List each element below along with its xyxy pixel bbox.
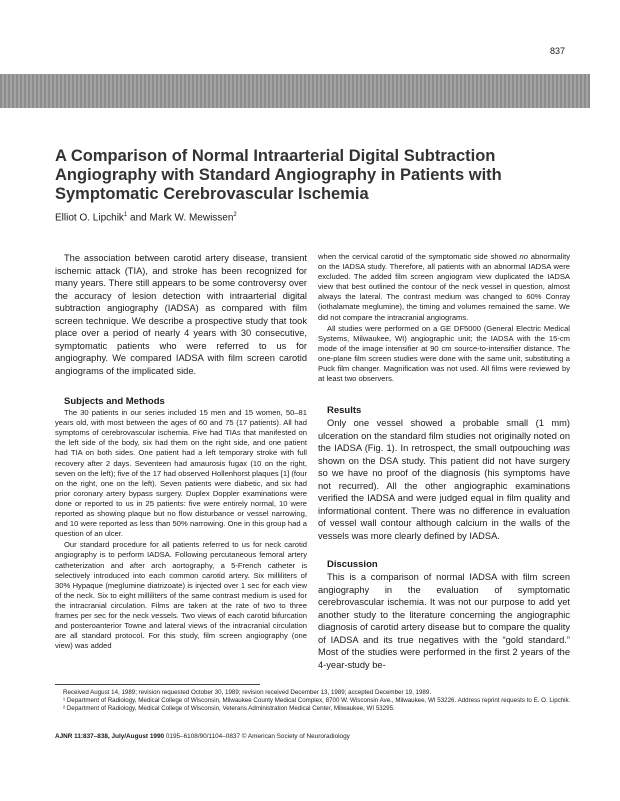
results-paragraph xyxy=(318,417,570,542)
results-heading: Results xyxy=(327,405,362,417)
methods-continued-text-b: abnormality on the IADSA study. Therefore, all patients with an abnormal IADSA were excluded. The added film screen angiogram view duplicated the IADSA view that best outlined the contour of the neck vessel in question, almost always the lateral. The contrast medium was changed to 60% Conray (iothalamate meglumine), the timing and volumes remained the same. We did not compare the intracranial angiograms. xyxy=(318,252,570,322)
methods-paragraph-2: Our standard procedure for all patients referred to us for neck carotid angiography is to perform IADSA. Following percutaneous femoral artery catheterization and after arch aortography, a 5-French catheter is selectively introduced into each common carotid artery. Six milliliters of 30% Hypaque (meglumine diatrizoate) is injected over 1 sec for each view of the neck. Six to eight milliliters of the same contrast medium is used for the intracranial circulation. Films are taken at the rate of two to three frames per sec for the neck vessels. Two views of each carotid bifurcation and posteroanterior Towne and lateral views of the intracranial circulation are all standard protocol. For this study, film screen angiography (one view) was added xyxy=(55,540,307,651)
abstract: The association between carotid artery disease, transient ischemic attack (TIA), and stroke has been recognized for many years. There still appears to be some controversy over the accuracy of lesion detection with intraarterial digital subtraction angiography (IADSA) as compared with film screen technique. We describe a prospective study that took place over a period of nearly 4 years with 30 consecutive, symptomatic patients who were referred to us for angiography. We compared IADSA with film screen carotid angiograms of the implicated side. xyxy=(55,253,307,376)
affiliation-note-2: ² Department of Radiology, Medical College of Wisconsin, Veterans Administration Medical Center, Milwaukee, WI 53295. xyxy=(63,705,395,712)
author-conjunction: and xyxy=(127,212,150,224)
journal-citation xyxy=(55,733,350,740)
journal-reference: AJNR 11:837–838, July/August 1990 xyxy=(55,733,165,740)
author-line xyxy=(55,212,237,223)
received-note: Received August 14, 1989; revision requested October 30, 1989; revision received December 13, 1989; accepted December 19, 1989. xyxy=(63,689,432,696)
discussion-heading: Discussion xyxy=(327,559,378,571)
author-1: Elliot O. Lipchik xyxy=(55,212,124,224)
right-column xyxy=(318,252,570,672)
footnote-rule xyxy=(55,684,260,685)
author-2: Mark W. Mewissen xyxy=(149,212,234,224)
footnotes xyxy=(55,689,580,713)
page-number: 837 xyxy=(549,46,565,56)
methods-continued-text-a: when the cervical carotid of the symptomatic side showed xyxy=(318,252,520,261)
author-1-affiliation-mark: 1 xyxy=(123,212,128,218)
methods-heading: Subjects and Methods xyxy=(64,396,165,407)
methods-paragraph-1: The 30 patients in our series included 15 men and 15 women, 50–81 years old, with most between the ages of 60 and 75 (17 patients). All had symptoms of cerebrovascular ischemia. Five had TIAs that manifested on the left side of the body, six had them on the right side, and one patient had TIA on both sides. One patient had a left temporary stroke with full recovery after 2 days. Seventeen had amaurosis fugax (10 on the right, seven on the left); five of the 17 had observed Hollenhorst plaques [1] (four on the right, one on the left). Seven patients were diabetic, and six had prior coronary artery bypass surgery. Duplex Doppler examinations were done or reported to us in 25 patients: five were entirely normal, 10 were reported as showing plaque but no flow disturbance or vessel narrowing, and 10 were reported as less than 50% narrowing. One in this group had a question of an ulcer. xyxy=(55,408,307,539)
article-title: A Comparison of Normal Intraarterial Digital Subtraction Angiography with Standard Angiography in Patients with Symptomatic Cerebrovascular Ischemia xyxy=(55,147,502,203)
results-emphasis: was xyxy=(553,443,570,454)
methods-paragraph-3: All studies were performed on a GE DF5000 (General Electric Medical Systems, Milwaukee, WI) angiographic unit; the IADSA with the 15-cm mode of the image intensifier at 90 cm source-to-intensifier distance. The one-plane film screen studies were done with the same unit, substituting a Puck film changer. Magnification was not used. All films were reviewed by at least two observers. xyxy=(318,323,570,384)
left-column xyxy=(55,252,307,652)
author-2-affiliation-mark: 2 xyxy=(233,212,237,218)
copyright-line: 0195–6108/90/1104–0837 © American Society of Neuroradiology xyxy=(164,733,350,740)
discussion-paragraph: This is a comparison of normal IADSA with film screen angiography in the evaluation of symptomatic cerebrovascular ischemia. It was not our purpose to add yet another study to the literature concerning the angiographic diagnosis of carotid artery disease but to compare the quality of IADSA and its true negatives with the “gold standard.” Most of the studies were performed in the first 2 years of the 4-year-study be- xyxy=(318,572,570,670)
affiliation-note-1: ¹ Department of Radiology, Medical College of Wisconsin, Milwaukee County Medical Complex, 8700 W. Wisconsin Ave., Milwaukee, WI 53226. Address reprint requests to E. O. Lipchik. xyxy=(63,697,571,704)
methods-continued-emphasis: no xyxy=(519,252,528,261)
results-text-a: Only one vessel showed a probable small (1 mm) ulceration on the standard film studies not originally noted on the IADSA (Fig. 1). In retrospect, the small outpouching xyxy=(318,418,570,454)
header-banner xyxy=(0,74,590,108)
methods-continued-paragraph xyxy=(318,252,570,323)
results-text-b: shown on the DSA study. This patient did not have surgery so we have no proof of the diagnosis (his symptoms have not recurred). All the other angiographic examinations verified the IADSA and were judged equal in film quality and informational content. There was no difference in evaluation of vessel wall contour although calcium in the walls of the vessels was more clearly defined by IADSA. xyxy=(318,455,570,541)
